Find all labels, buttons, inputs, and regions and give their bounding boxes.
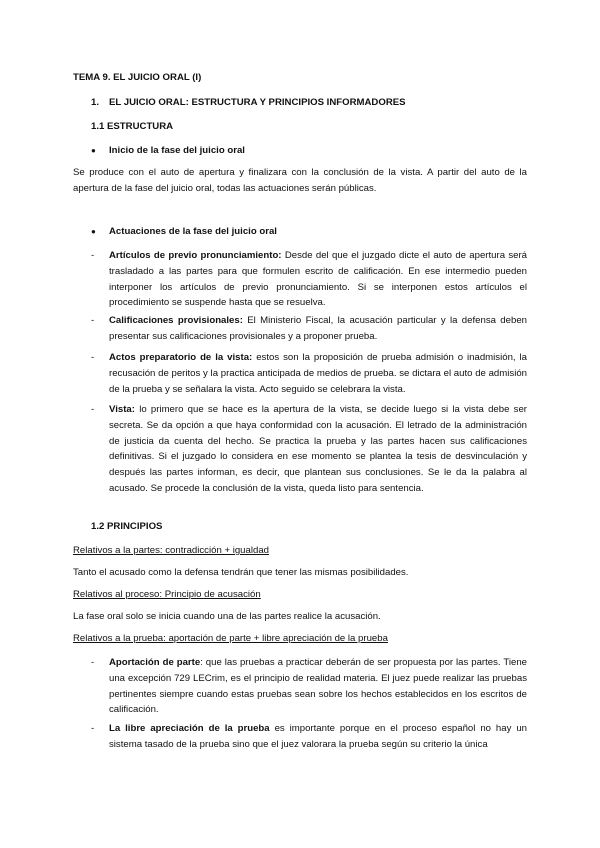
bullet-label: Actuaciones de la fase del juicio oral: [109, 226, 277, 237]
item-term: Vista:: [109, 404, 135, 415]
item-term: Aportación de parte: [109, 657, 201, 668]
item-term: Actos preparatorio de la vista:: [109, 352, 253, 363]
text-relativos-partes: Tanto el acusado como la defensa tendrán que tener las mismas posibilidades.: [73, 567, 409, 578]
list-item-vista: [91, 402, 527, 497]
item-term: La libre apreciación de la prueba: [109, 723, 270, 734]
item-text: Desde del que el juzgado dicte el auto de apertura será trasladado a las partes para que formulen escrito de calificación. En ese intermedio pueden interponer los artículos de previo pronunciamiento. Si se interponen estos artículos el procedimiento se suspende hasta que se resuelva.: [109, 250, 528, 309]
dash-marker: -: [91, 315, 95, 326]
heading-relativos-prueba: Relativos a la prueba: aportación de parte + libre apreciación de la prueba: [73, 633, 388, 644]
bullet-heading-actuaciones: [91, 224, 277, 240]
list-item-calificaciones: [91, 313, 527, 345]
section-heading-1: [91, 95, 406, 111]
subsection-heading-1-1: 1.1 ESTRUCTURA: [91, 121, 174, 132]
dash-marker: -: [91, 352, 95, 363]
item-text: lo primero que se hace es la apertura de la vista, se decide luego si la vista debe ser secreta. Se da opción a que haya conformidad con la acusación. El letrado de la administración de justicia da cuenta del hecho. Se practica la prueba y las partes hacen sus calificaciones definitivas. Si el juzgado lo considera en ese momento se plantea la tesis de desvinculación y después las partes informan, es decir, que plantean sus conclusiones. Se le da la palabra al acusado. Se procede la conclusión de la vista, queda listo para sentencia.: [109, 404, 527, 494]
list-item-aportacion: [91, 655, 527, 718]
item-text: El Ministerio Fiscal, la acusación particular y la defensa deben presentar sus calificaciones provisionales y a proponer prueba.: [109, 315, 527, 342]
item-text: : que las pruebas a practicar deberán de ser propuesta por las partes. Tiene una excepción 729 LECrim, es el principio de realidad materia. El juez puede realizar las pruebas pertinentes siempre cuando estas pruebas sean sobre los hechos establecidos en los escritos de calificación.: [109, 657, 528, 716]
dash-marker: -: [91, 250, 95, 261]
dash-marker: -: [91, 657, 95, 668]
dash-marker: -: [91, 723, 95, 734]
text-relativos-proceso: La fase oral solo se inicia cuando una de las partes realice la acusación.: [73, 611, 381, 622]
list-item-libre-apreciacion: [91, 721, 527, 753]
heading-relativos-proceso: Relativos al proceso: Principio de acusación: [73, 589, 261, 600]
dash-marker: -: [91, 404, 95, 415]
bullet-label: Inicio de la fase del juicio oral: [109, 145, 245, 156]
bullet-dot-icon: ●: [91, 227, 96, 236]
bullet-heading-inicio: [91, 143, 245, 159]
list-item-actos-preparatorios: [91, 350, 527, 397]
list-item-articulos: [91, 248, 527, 311]
heading-relativos-partes: Relativos a la partes: contradicción + igualdad: [73, 545, 269, 556]
document-title: TEMA 9. EL JUICIO ORAL (I): [73, 72, 202, 83]
paragraph-inicio: Se produce con el auto de apertura y finalizara con la conclusión de la vista. A partir del auto de la apertura de la fase del juicio oral, todas las actuaciones serán públicas.: [73, 167, 527, 194]
subsection-heading-1-2: 1.2 PRINCIPIOS: [91, 521, 163, 532]
section-number: 1.: [91, 97, 100, 108]
item-text: es importante porque en el proceso español no hay un sistema tasado de la prueba sino que el juez valorara la prueba según su criterio la única: [109, 723, 527, 750]
item-term: Calificaciones provisionales:: [109, 315, 243, 326]
item-text: estos son la proposición de prueba admisión o inadmisión, la recusación de peritos y la practica anticipada de medios de prueba. se dictara el auto de admisión de la prueba y se señalara la vista. Acto seguido se celebrara la vista.: [109, 352, 527, 395]
section-title: EL JUICIO ORAL: ESTRUCTURA Y PRINCIPIOS INFORMADORES: [109, 97, 406, 108]
item-term: Artículos de previo pronunciamiento:: [109, 250, 282, 261]
bullet-dot-icon: ●: [91, 146, 96, 155]
